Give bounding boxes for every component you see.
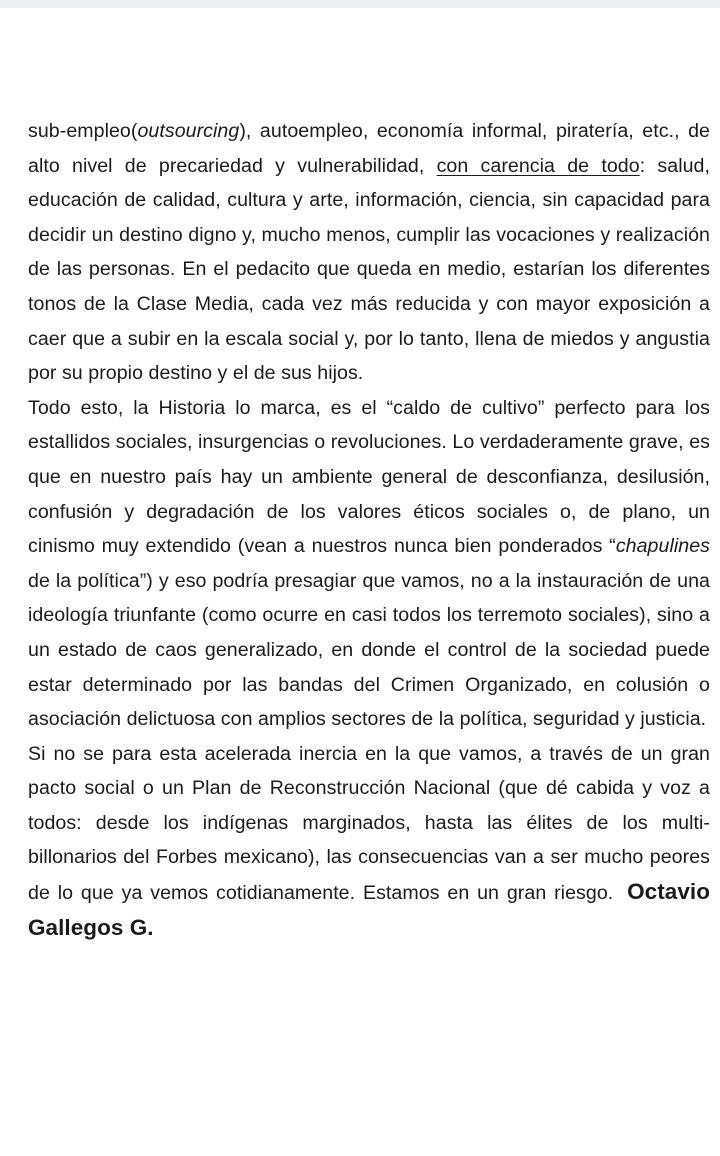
underlined-phrase: con carencia de todo — [436, 154, 640, 177]
italic-term-chapulines: chapulines — [615, 535, 710, 558]
text-segment: Si no se para esta acelerada inercia en la que vamos, a través de un gran pacto social o un Plan de Reconstrucción Nacional (que dé cabida y voz a todos: desde los indígenas marginados, hasta las élites de los multi-billonarios del Forbes mexicano), las consecuencias van a ser mucho peores de lo que ya vemos cotidianamente. Estamos en un gran riesgo. — [28, 742, 710, 905]
text-segment: Todo esto, la Historia lo marca, es el “caldo de cultivo” perfecto para los estallidos sociales, insurgencias o revoluciones. Lo verdaderamente grave, es que en nuestro país hay un ambiente general de desconfianza, desilusión, confusión y degradación de los valores éticos sociales o, de plano, un cinismo muy extendido (vean a nuestros nunca bien ponderados “ — [28, 396, 710, 558]
paragraph-1 — [28, 114, 710, 391]
text-segment: : salud, educación de calidad, cultura y arte, información, ciencia, sin capacidad para decidir un destino digno y, mucho menos, cumplir las vocaciones y realización de las personas. En el pedacito que queda en medio, estarían los diferentes tonos de la Clase Media, cada vez más reducida y con mayor exposición a caer que a subir en la escala social y, por lo tanto, llena de miedos y angustia por su propio destino y el de sus hijos. — [28, 154, 710, 385]
author-signature: Octavio Gallegos G. — [28, 879, 710, 940]
top-status-strip — [0, 0, 720, 8]
text-segment: ), autoempleo, economía informal, piratería, etc., de alto nivel de precariedad y vulnerabilidad, — [28, 120, 710, 177]
text-segment: de la política”) y eso podría presagiar que vamos, no a la instauración de una ideología triunfante (como ocurre en casi todos los terremoto sociales), sino a un estado de caos generalizado, en donde el control de la sociedad puede estar determinado por las bandas del Crimen Organizado, en colusión o asociación delictuosa con amplios sectores de la política, seguridad y justicia. — [28, 569, 710, 731]
text-segment: sub-empleo( — [28, 120, 138, 142]
italic-term-outsourcing: outsourcing — [137, 120, 240, 142]
paragraph-2 — [28, 391, 710, 737]
paragraph-3 — [28, 737, 710, 947]
document-page — [28, 114, 710, 946]
